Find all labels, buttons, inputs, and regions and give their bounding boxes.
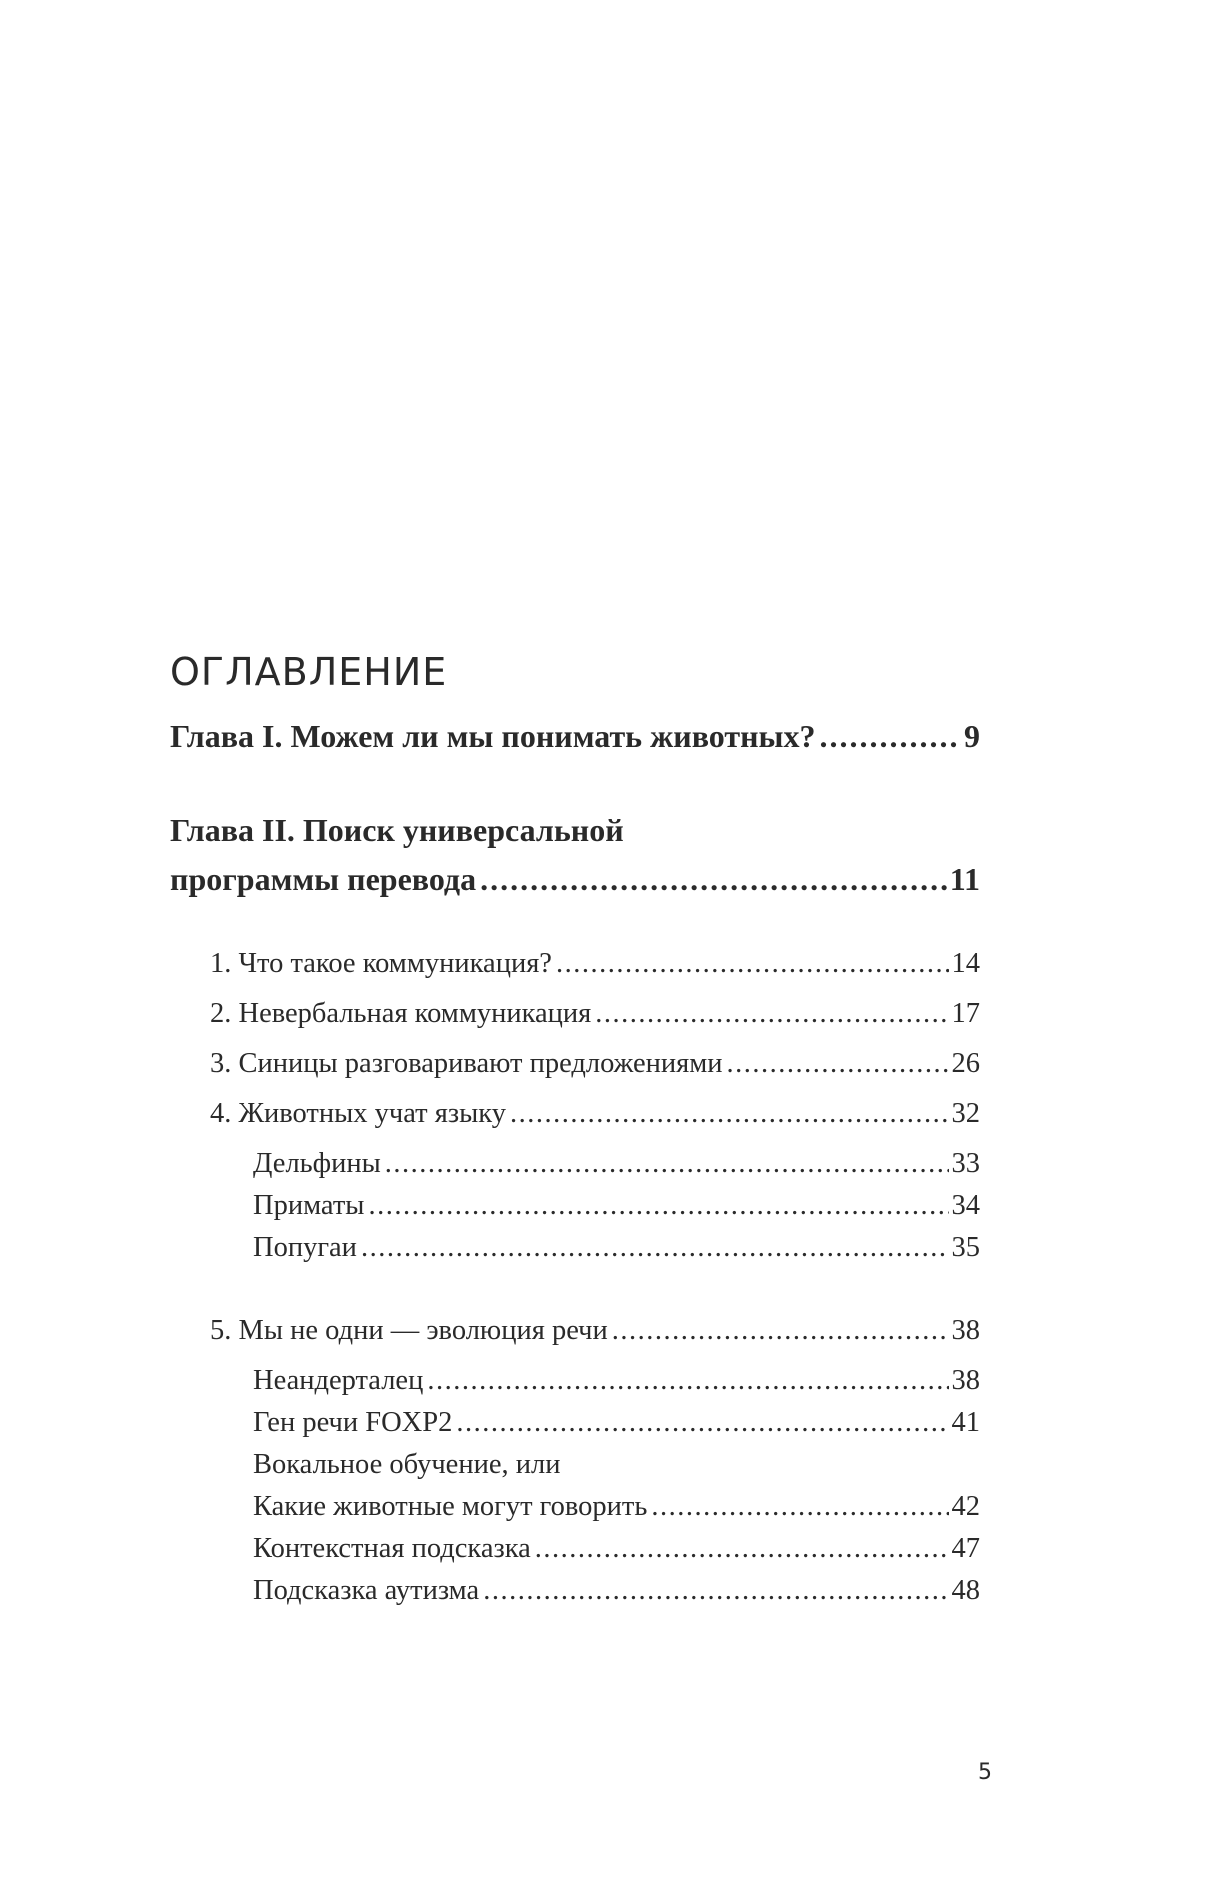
leader-dots: [456, 1407, 948, 1439]
entry-page-number: 33: [951, 1148, 980, 1179]
leader-dots: [612, 1315, 949, 1347]
entry-page-number: 35: [951, 1232, 980, 1263]
entry-page-number: 26: [951, 1048, 980, 1079]
entry-page-number: 48: [951, 1575, 980, 1606]
toc-chapter-2-line1: Глава II. Поиск универсальной: [170, 812, 624, 848]
entry-label: Ген речи FOXP2: [253, 1407, 453, 1438]
toc-entry-chapter-2: [170, 861, 980, 898]
page-number: 5: [978, 1760, 992, 1785]
entry-page-number: 38: [951, 1315, 980, 1346]
toc-entry-chapter-1: [170, 718, 980, 755]
leader-dots: [651, 1491, 948, 1523]
leader-dots: [427, 1365, 948, 1397]
toc-entry-subsection: [253, 1232, 980, 1264]
toc-entry-section: [210, 998, 980, 1030]
toc-heading: ОГЛАВЛЕНИЕ: [170, 650, 448, 694]
entry-page-number: 11: [949, 861, 980, 897]
toc-entry-section: [210, 1048, 980, 1080]
toc-entry-subsection: [253, 1365, 980, 1397]
leader-dots: [535, 1533, 949, 1565]
entry-label: Подсказка аутизма: [253, 1575, 480, 1606]
entry-label: Какие животные могут говорить: [253, 1491, 648, 1522]
leader-dots: [556, 948, 949, 980]
leader-dots: [483, 1575, 948, 1607]
leader-dots: [595, 998, 948, 1030]
entry-page-number: 42: [951, 1491, 980, 1522]
leader-dots: [368, 1190, 948, 1222]
leader-dots: [480, 861, 947, 898]
toc-entry-subsection: [253, 1190, 980, 1222]
entry-label: программы перевода: [170, 861, 477, 897]
toc-entry-subsection: [253, 1575, 980, 1607]
entry-label: Попугаи: [253, 1232, 357, 1263]
leader-dots: [361, 1232, 949, 1264]
entry-page-number: 9: [964, 718, 980, 754]
toc-subsection-line1: Вокальное обучение, или: [253, 1449, 561, 1480]
entry-label: 3. Синицы разговаривают предложениями: [210, 1048, 723, 1079]
leader-dots: [510, 1098, 949, 1130]
toc-entry-subsection: [253, 1407, 980, 1439]
leader-dots: [820, 718, 962, 755]
entry-label: 4. Животных учат языку: [210, 1098, 506, 1129]
leader-dots: [385, 1148, 949, 1180]
entry-label: Глава I. Можем ли мы понимать животных?: [170, 718, 816, 754]
entry-page-number: 38: [951, 1365, 980, 1396]
entry-label: Контекстная подсказка: [253, 1533, 531, 1564]
toc-entry-section: [210, 1315, 980, 1347]
entry-page-number: 34: [951, 1190, 980, 1221]
entry-label: 2. Невербальная коммуникация: [210, 998, 592, 1029]
entry-label: Приматы: [253, 1190, 365, 1221]
entry-label: Неандерталец: [253, 1365, 424, 1396]
entry-page-number: 17: [951, 998, 980, 1029]
toc-entry-subsection: [253, 1148, 980, 1180]
entry-label: 1. Что такое коммуникация?: [210, 948, 552, 979]
toc-entry-subsection: [253, 1533, 980, 1565]
toc-entry-subsection: [253, 1491, 980, 1523]
entry-label: Дельфины: [253, 1148, 381, 1179]
entry-page-number: 14: [951, 948, 980, 979]
toc-entry-section: [210, 948, 980, 980]
entry-label: 5. Мы не одни — эволюция речи: [210, 1315, 608, 1346]
toc-entry-section: [210, 1098, 980, 1130]
entry-page-number: 41: [951, 1407, 980, 1438]
leader-dots: [727, 1048, 949, 1080]
entry-page-number: 47: [951, 1533, 980, 1564]
entry-page-number: 32: [951, 1098, 980, 1129]
